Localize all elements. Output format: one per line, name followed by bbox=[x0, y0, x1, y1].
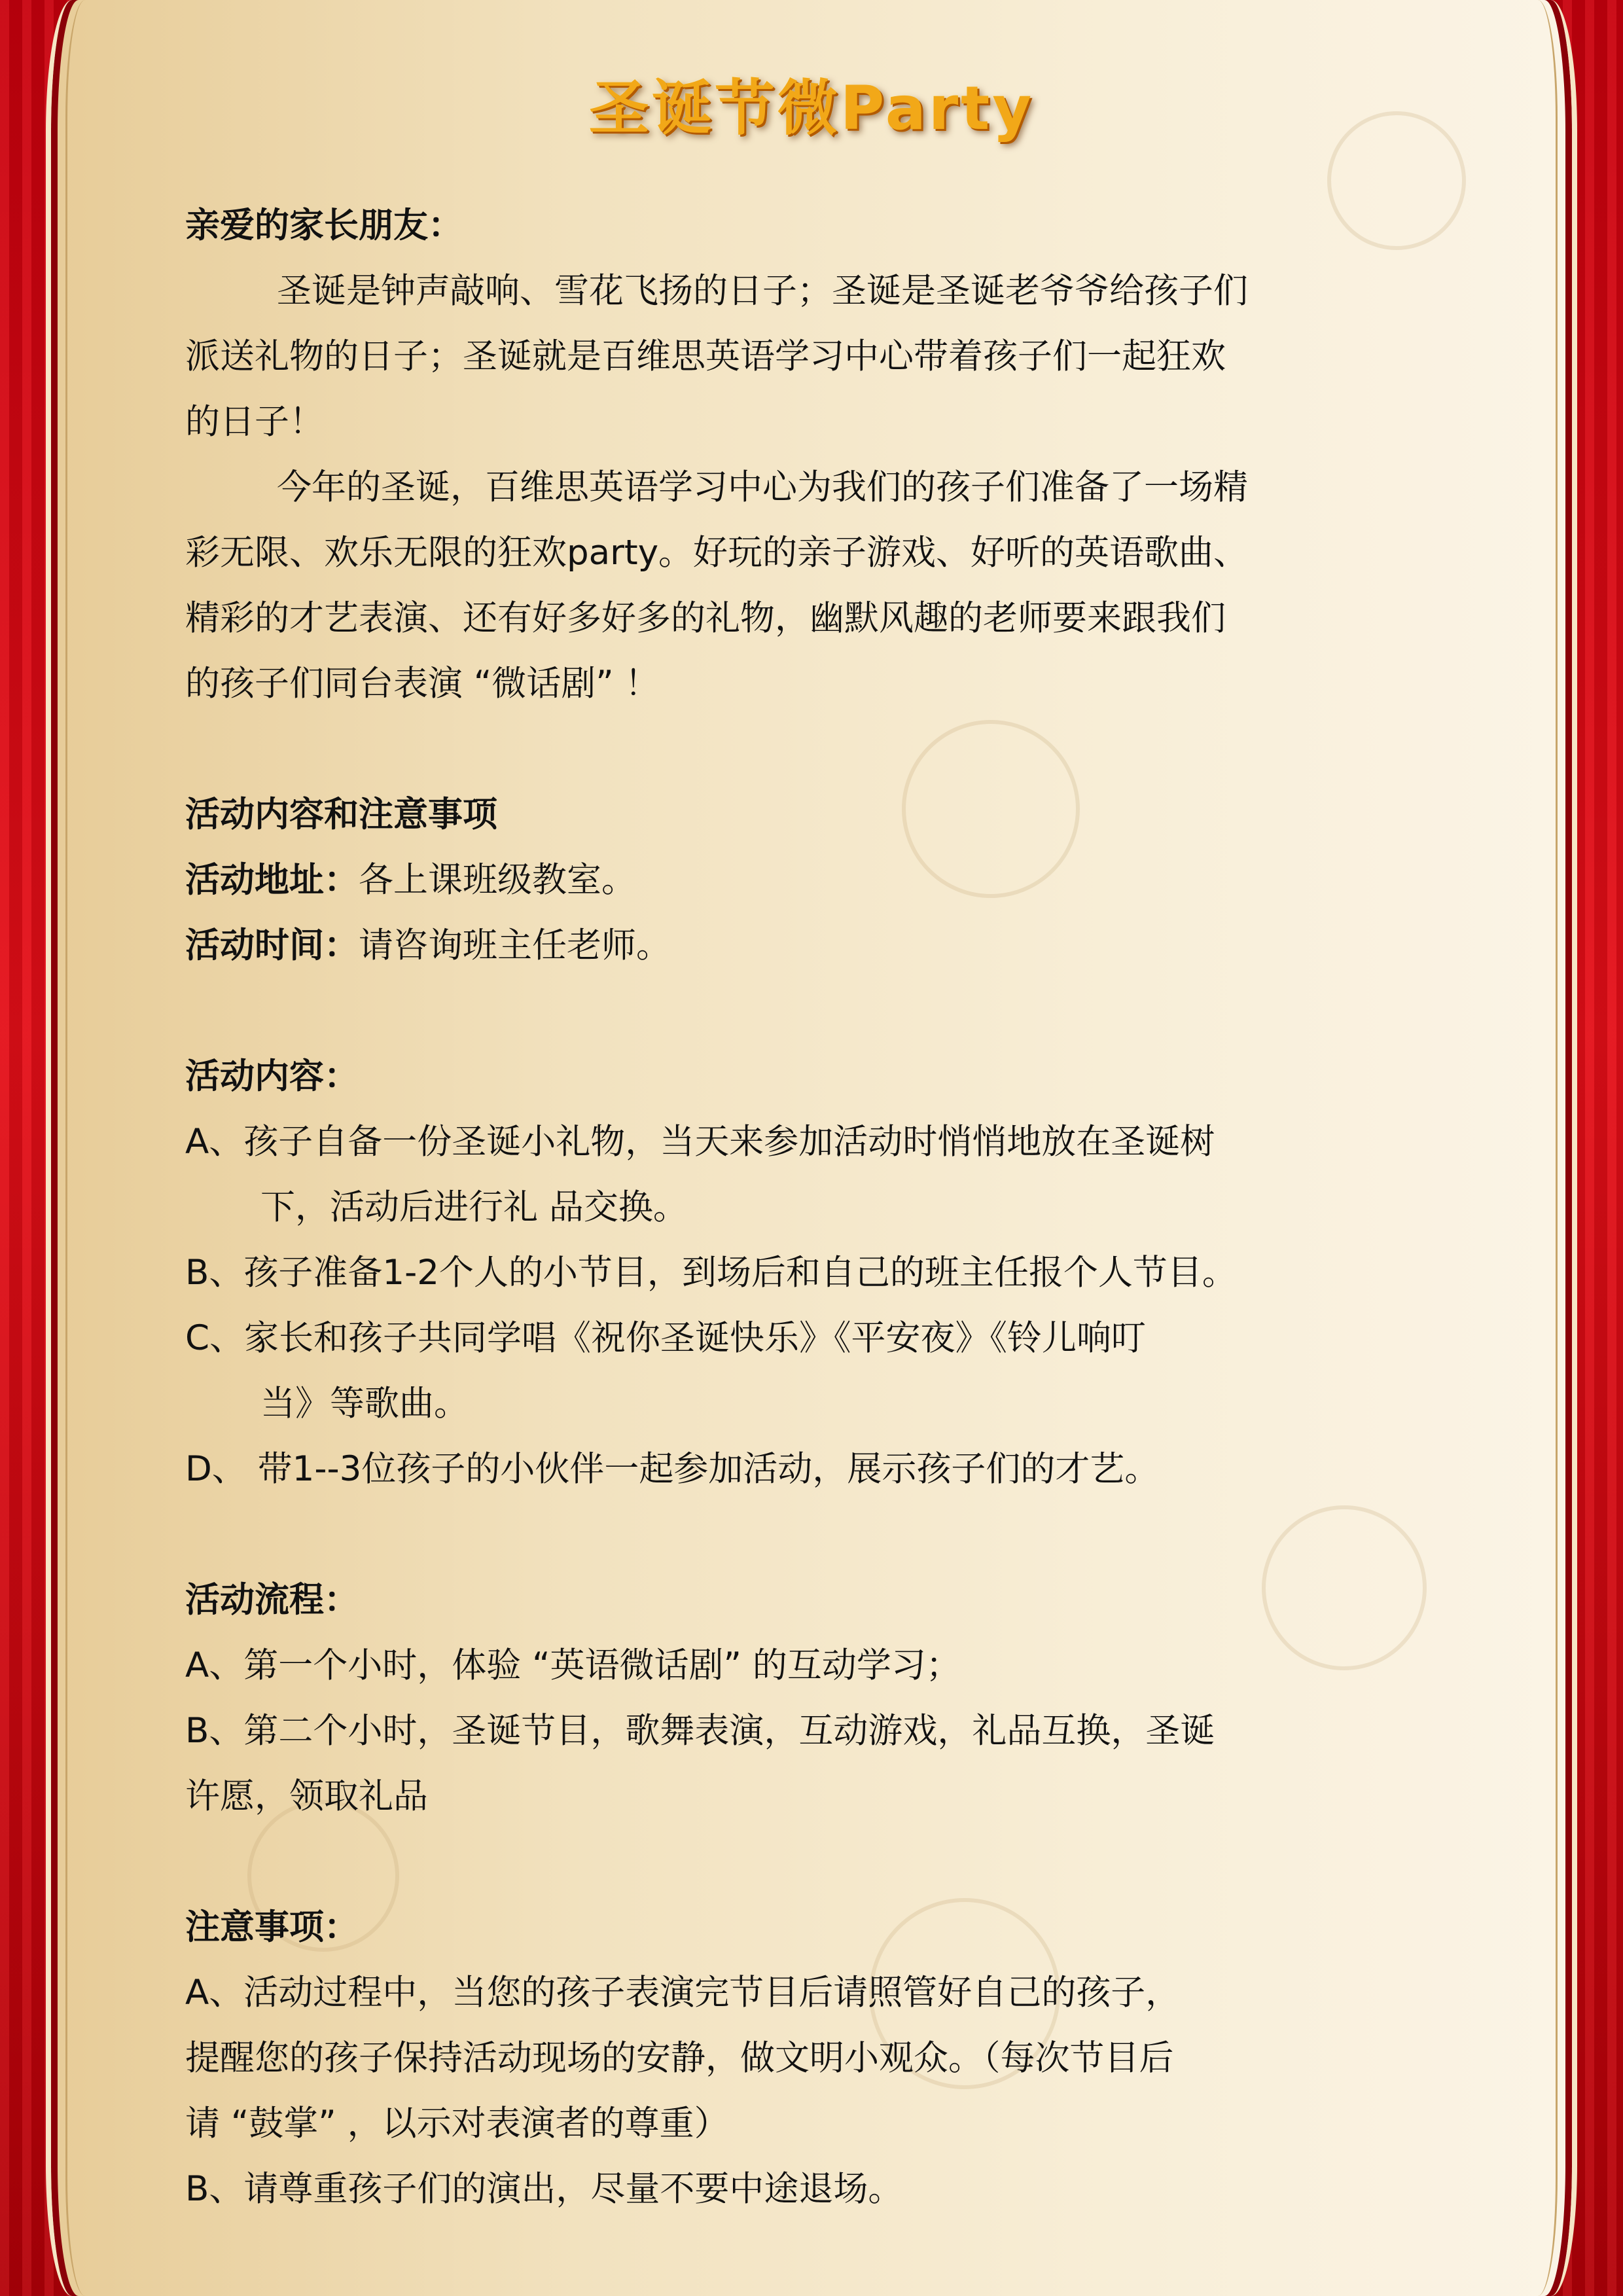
intro-line: 的孩子们同台表演 “微话剧” ！ bbox=[185, 664, 660, 704]
time-row bbox=[185, 913, 671, 978]
content-item: C、家长和孩子共同学唱《祝你圣诞快乐》《平安夜》《铃儿响叮 bbox=[185, 1318, 1147, 1358]
flow-item: B、第二个小时，圣诞节目，歌舞表演，互动游戏，礼品互换，圣诞 bbox=[185, 1711, 1215, 1751]
content-item: 下，活动后进行礼 品交换。 bbox=[260, 1187, 688, 1227]
content-item: D、 带1--3位孩子的小伙伴一起参加活动，展示孩子们的才艺。 bbox=[185, 1449, 1160, 1489]
notes-item: A、活动过程中，当您的孩子表演完节目后请照管好自己的孩子， bbox=[185, 1973, 1181, 2013]
notes-item: B、请尊重孩子们的演出，尽量不要中途退场。 bbox=[185, 2169, 903, 2209]
notes-item: 请 “鼓掌” ，以示对表演者的尊重） bbox=[185, 2104, 729, 2144]
content-item: B、孩子准备1-2个人的小节目，到场后和自己的班主任报个人节目。 bbox=[185, 1253, 1237, 1293]
content-heading: 活动内容： bbox=[185, 1056, 359, 1096]
intro-line: 圣诞是钟声敲响、雪花飞扬的日子；圣诞是圣诞老爷爷给孩子们 bbox=[277, 271, 1248, 311]
swirl-decoration bbox=[1262, 1505, 1427, 1670]
address-row bbox=[185, 848, 636, 913]
content-item: A、孩子自备一份圣诞小礼物，当天来参加活动时悄悄地放在圣诞树 bbox=[185, 1122, 1215, 1162]
address-value: 各上课班级教室。 bbox=[359, 860, 636, 900]
intro-line: 今年的圣诞，百维思英语学习中心为我们的孩子们准备了一场精 bbox=[277, 467, 1248, 507]
flow-item: A、第一个小时，体验 “英语微话剧” 的互动学习； bbox=[185, 1645, 961, 1685]
swirl-decoration bbox=[902, 720, 1080, 898]
time-label: 活动时间： bbox=[185, 925, 359, 965]
time-value: 请咨询班主任老师。 bbox=[359, 925, 671, 965]
section-heading: 活动内容和注意事项 bbox=[185, 795, 497, 834]
page-title: 圣诞节微Party bbox=[588, 73, 1035, 143]
content-item: 当》等歌曲。 bbox=[260, 1384, 469, 1424]
intro-line: 彩无限、欢乐无限的狂欢party。好玩的亲子游戏、好听的英语歌曲、 bbox=[185, 533, 1249, 573]
notes-heading: 注意事项： bbox=[185, 1907, 359, 1947]
flow-heading: 活动流程： bbox=[185, 1580, 359, 1620]
address-label: 活动地址： bbox=[185, 860, 359, 900]
intro-line: 精彩的才艺表演、还有好多好多的礼物，幽默风趣的老师要来跟我们 bbox=[185, 598, 1226, 638]
intro-line: 派送礼物的日子；圣诞就是百维思英语学习中心带着孩子们一起狂欢 bbox=[185, 336, 1226, 376]
flow-item: 许愿，领取礼品 bbox=[185, 1776, 428, 1816]
notes-item: 提醒您的孩子保持活动现场的安静，做文明小观众。（每次节目后 bbox=[185, 2038, 1174, 2078]
intro-line: 的日子！ bbox=[185, 402, 324, 442]
greeting: 亲爱的家长朋友： bbox=[185, 206, 463, 245]
